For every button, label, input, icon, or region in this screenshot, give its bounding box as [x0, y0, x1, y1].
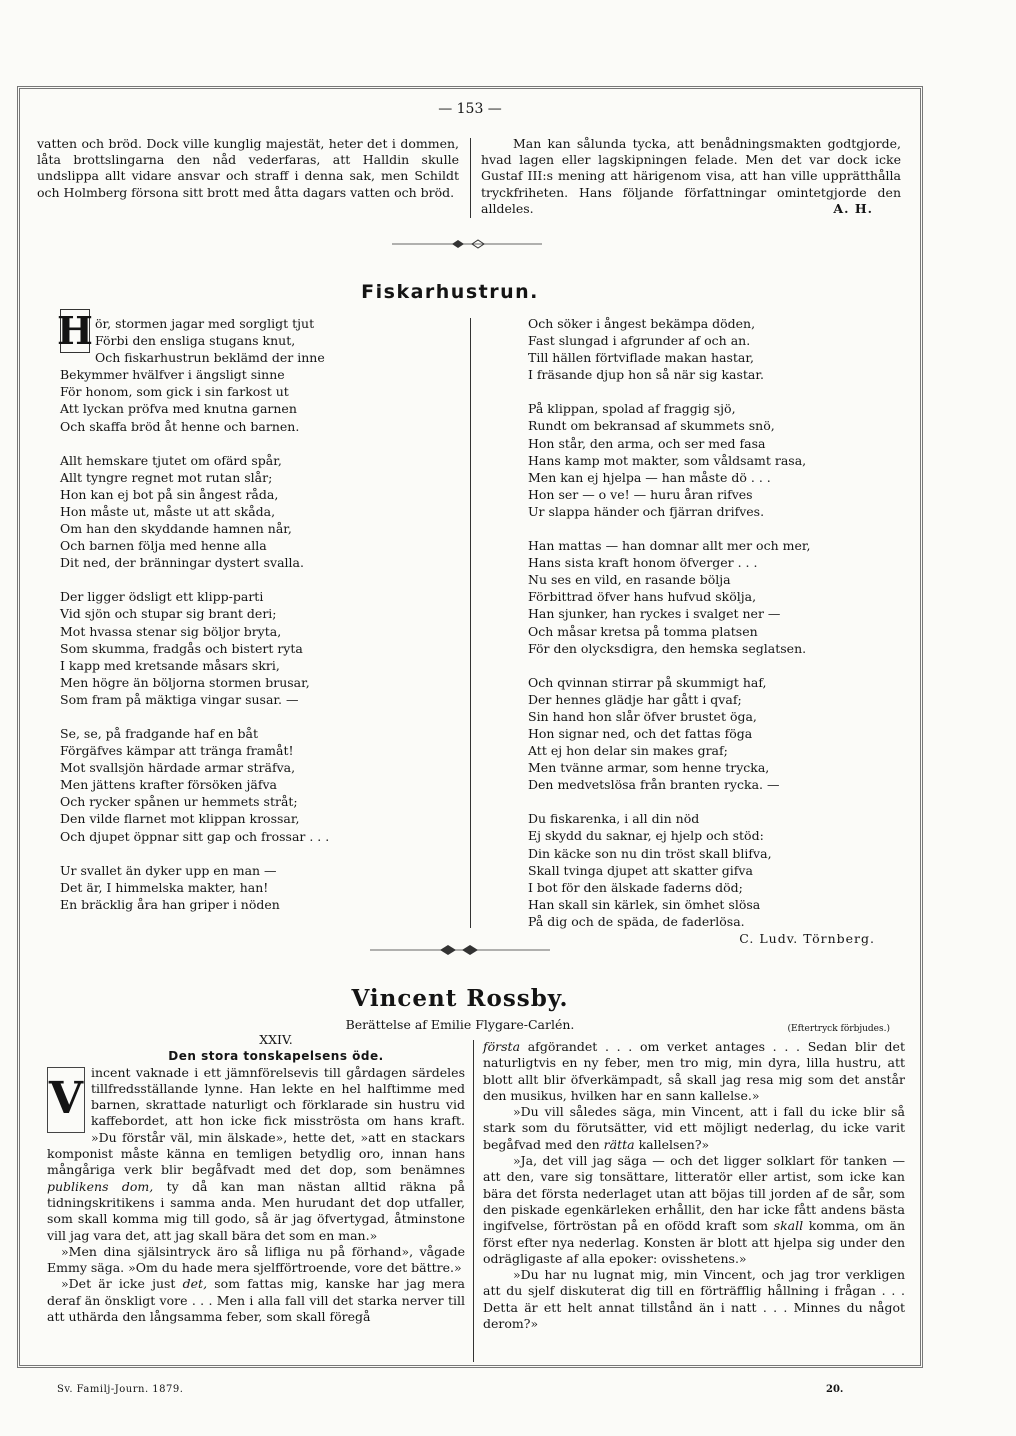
poem-line: Mot hvassa stenar sig böljor bryta, — [60, 623, 282, 639]
poem-signature: C. Ludv. Törnberg. — [739, 931, 875, 946]
poem-line: Förbi den ensliga stugans knut, — [95, 333, 296, 349]
poem-line: Och rycker spånen ur hemmets stråt; — [60, 794, 298, 810]
poem-line: Hans kamp mot makter, som våldsamt rasa, — [528, 452, 807, 468]
story-paragraph: V incent vaknade i ett jämnförelsevis till gårdagen särdeles tillfredsställande lynne. Han lekte en hel halftimme med barnen, skrattade naturligt och förklarade sin hustru vid kaffebordet, att hon icke fick misströsta om hans kraft. »Du förstår väl, min älskade», hette det, »att en stackars komponist måste känna en temligen betydlig oro, innan hans mångåriga verk blir begåfvadt med det dop, som benämnes publikens dom, ty då kan man nästan alltid räkna på tidningskritikens i samma anda. Men hurudant det dop utfaller, som skall komma mig till godo, så är jag öfvertygad, åtminstone vill jag vara det, att jag skall bära det som en man.» — [47, 1064, 465, 1243]
poem-line: Hans sista kraft honom öfverger . . . — [528, 555, 758, 571]
top-right-column — [481, 136, 901, 217]
poem-line: Se, se, på fradgande haf en båt — [60, 725, 259, 741]
poem-line: Och barnen följa med henne alla — [60, 538, 267, 554]
story-paragraph: första afgörandet . . . om verket antages . . . Sedan blir det naturligtvis en ny feber, men tro mig, min dyra, lilla hustru, att blott allt blir öfverkämpadt, så skall jag resa mig som det anstår den musikus, hvilken har en sann kallelse.» — [483, 1039, 905, 1103]
page-number: — 153 — — [438, 101, 502, 117]
chapter-number: XXIV. — [259, 1032, 293, 1047]
poem-line: Att lyckan pröfva med knutna garnen — [60, 401, 297, 417]
poem-line: Men kan ej hjelpa — han måste dö . . . — [528, 469, 771, 485]
poem-line: Den medvetslösa från branten rycka. — — [528, 777, 780, 793]
story-drop-cap: V — [47, 1067, 85, 1133]
story-paragraph: »Det är icke just det, som fattas mig, kanske har jag mera deraf än önskligt vore . . . Men i alla fall vill det starka nerver till att uthärda den långsamma feber, som skall föregå — [47, 1276, 465, 1325]
poem-line: Din käcke son nu din tröst skall blifva, — [528, 845, 772, 861]
poem-line: Som skumma, fradgås och bistert ryta — [60, 640, 303, 656]
poem-line: Hon ser — o ve! — huru åran rifves — [528, 486, 753, 502]
story-paragraph: »Ja, det vill jag säga — och det ligger solklart för tanken — att den, vare sig tonsättare, litteratör eller artist, som icke kan bära det första nederlaget utan att böjas till jorden af de sår, som den piskade egenkärleken erhållit, den har icke fått andens bästa ingifvelse, förtröstan på en ofödd kraft som skall komma, om än först efter nya nederlag. Konsten är blott att hjelpa sig under den odrägligaste af alla epoker: ovisshetens.» — [483, 1153, 905, 1266]
poem-line: Om han den skyddande hamnen når, — [60, 521, 292, 537]
poem-line: Och måsar kretsa på tomma platsen — [528, 623, 758, 639]
poem-line: Men tvänne armar, som henne trycka, — [528, 760, 770, 776]
poem-line: Han skall sin kärlek, sin ömhet slösa — [528, 896, 761, 912]
poem-line: Han sjunker, han ryckes i svalget ner — — [528, 606, 781, 622]
poem-line: Ur slappa händer och fjärran drifves. — [528, 503, 765, 519]
poem-line: Sin hand hon slår öfver brustet öga, — [528, 708, 757, 724]
story-left-column — [47, 1032, 465, 1325]
poem-line: Och söker i ångest bekämpa döden, — [528, 316, 756, 331]
poem-left-column — [57, 308, 420, 930]
story-title: Vincent Rossby. — [351, 985, 569, 1012]
chapter-title: Den stora tonskapelsens öde. — [168, 1049, 384, 1064]
poem-line: Rundt om bekransad af skummets snö, — [528, 418, 775, 434]
poem-line: Det är, I himmelska makter, han! — [60, 879, 269, 895]
poem-stanza-9 — [528, 674, 888, 794]
section-ornament-icon — [370, 944, 550, 956]
poem-line: Den vilde flarnet mot klippan krossar, — [60, 811, 300, 827]
top-left-paragraph: vatten och bröd. Dock ville kunglig majestät, heter det i dommen, låta brottslingarna den nåd vederfaras, att Halldin skulle undslippa allt vidare ansvar och straff i denna sak, men Schildt och Holmberg försona sitt brott med åtta dagars vatten och bröd. — [37, 136, 459, 200]
column-divider-top — [470, 138, 471, 218]
poem-line: Mot svallsjön härdade armar sträfva, — [60, 760, 296, 776]
poem-drop-cap: H — [57, 308, 93, 353]
poem-stanza-8 — [528, 537, 888, 657]
poem-stanza-1 — [57, 308, 420, 435]
poem-line: Till hällen förtviflade makan hastar, — [528, 350, 754, 366]
poem-title: Fiskarhustrun. — [361, 281, 539, 303]
poem-line: För honom, som gick i sin farkost ut — [60, 384, 289, 400]
poem-line: I fräsande djup hon så när sig kastar. — [528, 367, 764, 383]
story-paragraph: »Du vill således säga, min Vincent, att i fall du icke blir så stark som du förutsätter, vid ett möjligt nederlag, du icke varit begåfvad med den rätta kallelsen?» — [483, 1104, 905, 1152]
poem-line: Och skaffa bröd åt henne och barnen. — [60, 418, 300, 434]
poem-line: Som fram på mäktiga vingar susar. — — [60, 691, 299, 707]
poem-line: Förgäfves kämpar att tränga framåt! — [60, 743, 294, 759]
reprint-note: (Eftertryck förbjudes.) — [787, 1024, 890, 1034]
poem-first-line: ör, stormen jagar med sorgligt tjut — [95, 316, 315, 331]
poem-line: Dit ned, der bränningar dystert svalla. — [60, 555, 304, 571]
poem-line: Förbittrad öfver hans hufvud skölja, — [528, 589, 757, 605]
story-right-column — [483, 1039, 905, 1332]
poem-line: Att ej hon delar sin makes graf; — [528, 743, 728, 759]
poem-line: Han mattas — han domnar allt mer och mer, — [528, 538, 811, 554]
poem-line: Hon måste ut, måste ut att skåda, — [60, 503, 276, 519]
poem-line: På dig och de späda, de faderlösa. — [528, 913, 745, 929]
poem-line: Men högre än böljorna stormen brusar, — [60, 674, 310, 690]
poem-stanza-4 — [60, 725, 420, 845]
poem-stanza-7 — [528, 400, 888, 520]
poem-line: Bekymmer hvälfver i ängsligt sinne — [60, 367, 285, 383]
poem-line: Och djupet öppnar sitt gap och frossar . . . — [60, 828, 330, 844]
column-divider-story — [473, 1040, 474, 1362]
poem-line: I kapp med kretsande måsars skri, — [60, 657, 280, 673]
column-divider-poem — [470, 318, 471, 928]
poem-stanza-5 — [60, 862, 420, 913]
poem-line: Men jättens krafter försöken jäfva — [60, 777, 277, 793]
poem-line: Och fiskarhustrun beklämd der inne — [95, 350, 325, 366]
poem-line: Nu ses en vild, en rasande bölja — [528, 572, 731, 588]
poem-line: Der hennes glädje har gått i qvaf; — [528, 691, 742, 707]
section-ornament-icon — [392, 238, 542, 250]
poem-right-column — [528, 315, 888, 947]
poem-line: Och qvinnan stirrar på skummigt haf, — [528, 674, 767, 690]
story-paragraph: »Men dina själsintryck äro så lifliga nu på förhand», vågade Emmy säga. »Om du hade mera sjelfförtroende, vore det bättre.» — [47, 1243, 465, 1276]
poem-line: Allt tyngre regnet mot rutan slår; — [60, 469, 273, 485]
poem-line: På klippan, spolad af fraggig sjö, — [528, 401, 736, 417]
top-left-column — [37, 136, 459, 201]
poem-line: En bräcklig åra han griper i nöden — [60, 896, 280, 912]
poem-line: Du fiskarenka, i all din nöd — [528, 811, 700, 827]
poem-line: Der ligger ödsligt ett klipp-parti — [60, 589, 264, 605]
poem-line: Ej skydd du saknar, ej hjelp och stöd: — [528, 828, 764, 844]
poem-line: Vid sjön och stupar sig brant deri; — [60, 606, 277, 622]
top-right-paragraph: Man kan sålunda tycka, att benådningsmakten godtgjorde, hvad lagen eller lagskipningen felade. Men det var dock icke Gustaf III:s mening att härigenom visa, att han ville upprätthålla tryckfriheten. Hans följande författningar omintetgjorde den alldeles. — [481, 136, 901, 216]
footer-page-number: 20. — [826, 1384, 844, 1395]
story-paragraph: »Du har nu lugnat mig, min Vincent, och jag tror verkligen att du sjelf diskuterat dig till en förträfflig hållning i frågan . . . Detta är ett helt annat tillstånd än i natt . . . Minnes du något derom?» — [483, 1267, 905, 1332]
poem-stanza-3 — [60, 588, 420, 708]
poem-stanza-10 — [528, 810, 888, 930]
story-subtitle: Berättelse af Emilie Flygare-Carlén. — [345, 1017, 575, 1032]
poem-line: Allt hemskare tjutet om ofärd spår, — [60, 452, 282, 468]
poem-line: För den olycksdigra, den hemska seglatsen. — [528, 640, 807, 656]
poem-stanza-6 — [528, 315, 888, 383]
footer-journal: Sv. Familj-Journ. 1879. — [57, 1384, 184, 1395]
top-right-signature: A. H. — [833, 201, 873, 217]
poem-line: Hon kan ej bot på sin ångest råda, — [60, 486, 279, 502]
poem-line: Skall tvinga djupet att skatter gifva — [528, 862, 753, 878]
poem-stanza-2 — [60, 452, 420, 572]
poem-line: Hon står, den arma, och ser med fasa — [528, 435, 766, 451]
poem-line: Fast slungad i afgrunder af och an. — [528, 333, 751, 349]
poem-line: I bot för den älskade faderns död; — [528, 879, 743, 895]
poem-line: Ur svallet än dyker upp en man — — [60, 862, 277, 878]
poem-line: Hon signar ned, och det fattas föga — [528, 725, 753, 741]
